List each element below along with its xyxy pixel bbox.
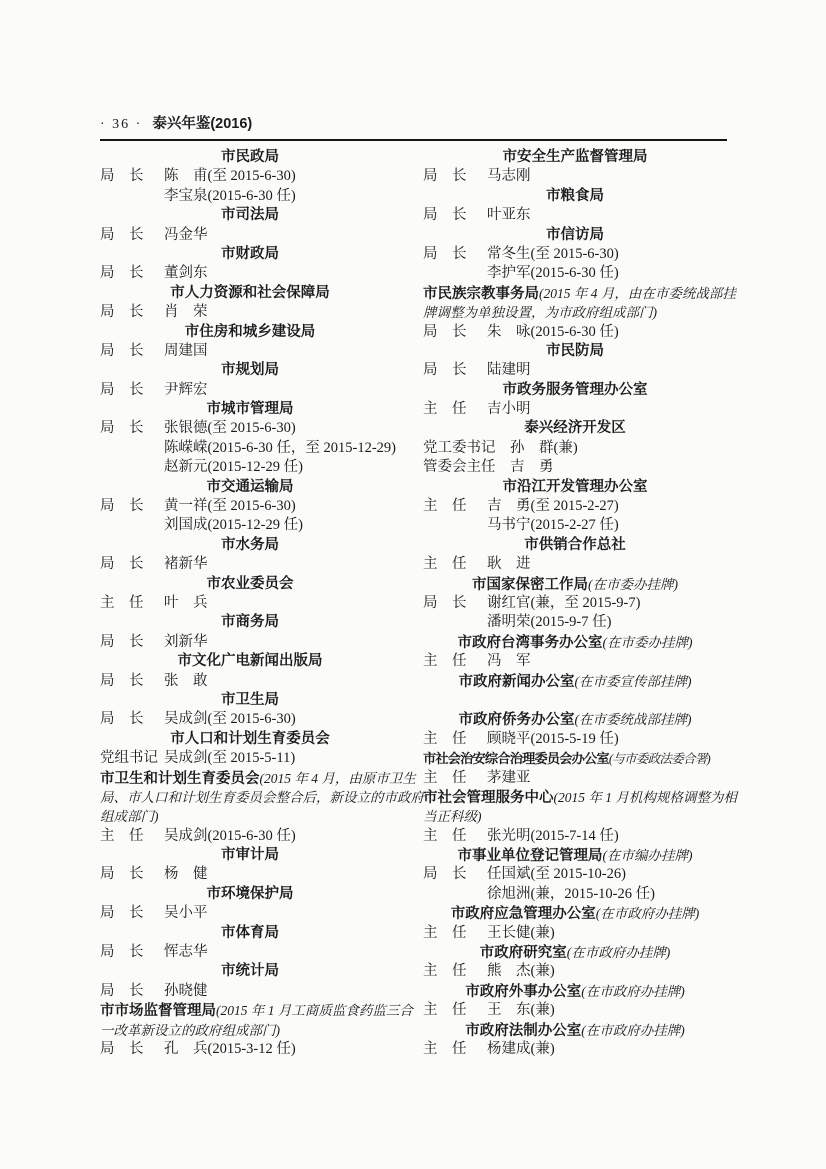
- org-annotation: 一改革新设立的政府组成部门): [100, 1022, 280, 1038]
- officer-name: 茅建亚: [487, 769, 531, 786]
- org-heading: [423, 904, 727, 923]
- officer-name: 陈 甫(至 2015-6-30): [164, 168, 296, 185]
- org-heading: [100, 652, 400, 671]
- org-heading-wide: [423, 788, 737, 807]
- org-name: 市政府台湾事务办公室: [457, 634, 603, 651]
- officer-title: 局 长: [423, 207, 467, 224]
- officer-title: 局 长: [423, 362, 467, 379]
- officer-name: 冯 军: [487, 653, 531, 670]
- officer-title: 主 任: [423, 963, 467, 980]
- org-annotation: (2015 年 1 月机构规格调整为相: [553, 789, 737, 805]
- officer-name: 杨建成(兼): [487, 1040, 555, 1057]
- org-heading: [423, 633, 727, 652]
- org-heading: [423, 419, 727, 438]
- org-annotation: (在市委办挂牌): [588, 576, 678, 592]
- officer-name: 尹辉宏: [164, 381, 208, 398]
- officer-title: 局 长: [100, 711, 144, 728]
- officer-name: 吴成剑(至 2015-6-30): [164, 711, 296, 728]
- officer-name: 褚新华: [164, 556, 208, 573]
- officer-title: 局 长: [100, 420, 144, 437]
- officer-title: 主 任: [423, 498, 467, 515]
- officer-title: 主 任: [100, 594, 144, 611]
- org-name: 市政府应急管理办公室: [450, 906, 596, 923]
- officer-title: 主 任: [423, 401, 467, 418]
- officer-entry: [100, 710, 400, 729]
- officer-title: 党工委书记: [423, 439, 510, 456]
- org-name: 市人口和计划生育委员会: [170, 730, 330, 747]
- officer-entry: [100, 1040, 400, 1059]
- org-name: 市安全生产监督管理局: [502, 149, 648, 165]
- org-annotation: (2015 年 1 月工商质监食药监三合: [216, 1003, 413, 1019]
- officer-name: 黄一祥(至 2015-6-30): [164, 498, 296, 515]
- officer-title: 主 任: [423, 769, 467, 786]
- officer-entry: [423, 962, 727, 981]
- org-heading: [100, 206, 400, 225]
- org-name: 市供销合作总社: [524, 536, 626, 553]
- org-heading: [100, 730, 400, 749]
- officer-title: 局 长: [100, 556, 144, 573]
- org-name: 市民防局: [546, 342, 604, 359]
- org-name: 市统计局: [221, 963, 279, 980]
- org-heading: [423, 187, 727, 206]
- org-annotation: (在市编办挂牌): [602, 848, 693, 864]
- officer-name: 叶亚东: [487, 207, 531, 224]
- org-heading: [100, 245, 400, 264]
- right-column: [423, 148, 737, 1059]
- officer-entry: [100, 594, 400, 613]
- org-heading: [100, 400, 400, 419]
- officer-name: 吴成剑(2015-6-30 任): [164, 827, 296, 844]
- officer-name: 吴成剑(至 2015-5-11): [164, 750, 296, 767]
- officer-entry: [100, 381, 400, 400]
- officer-name: 李护军(2015-6-30 任): [487, 265, 619, 282]
- org-annotation: (在市委统战部挂牌): [574, 712, 692, 728]
- org-name: 市卫生和计划生育委员会: [100, 770, 260, 787]
- org-name: 市政务服务管理办公室: [502, 381, 648, 398]
- officer-title: 局 长: [100, 265, 144, 282]
- org-heading-wide: [423, 284, 736, 303]
- officer-entry: [423, 924, 727, 943]
- officer-title: 主 任: [423, 556, 467, 573]
- page-header: [100, 112, 727, 133]
- officer-continuation: [100, 516, 400, 535]
- officer-title: 主 任: [423, 653, 467, 670]
- officer-title: 局 长: [423, 168, 467, 185]
- officer-name: 孔 兵(2015-3-12 任): [164, 1040, 296, 1057]
- officer-entry: [423, 206, 727, 225]
- officer-name: 刘国成(2015-12-29 任): [164, 517, 303, 534]
- org-heading: [423, 943, 727, 962]
- officer-entry: [100, 827, 400, 846]
- officer-title: 局 长: [423, 866, 467, 883]
- officer-entry: [423, 865, 727, 884]
- org-heading: [423, 226, 727, 245]
- org-annotation: 组成部门): [100, 809, 159, 825]
- officer-entry: [100, 943, 400, 962]
- org-name: 市政府新闻办公室: [458, 673, 575, 690]
- org-annotation: (在市政府办挂牌): [566, 945, 671, 961]
- org-heading: [423, 148, 727, 167]
- officer-title: 局 长: [100, 1040, 144, 1057]
- org-heading: [423, 342, 727, 361]
- officer-name: 吴小平: [164, 905, 208, 922]
- officer-title: 局 长: [100, 905, 144, 922]
- officer-continuation: [100, 458, 400, 477]
- org-name: 市住房和城乡建设局: [184, 323, 316, 340]
- officer-name: 刘新华: [164, 633, 208, 650]
- org-name: 市国家保密工作局: [472, 576, 588, 593]
- org-heading: [100, 846, 400, 865]
- officer-entry: [423, 167, 727, 186]
- officer-title: 主 任: [423, 1040, 467, 1057]
- officer-entry: [100, 749, 400, 768]
- officer-name: 李宝泉(2015-6-30 任): [164, 187, 296, 204]
- org-name: 市审计局: [221, 847, 279, 864]
- officer-name: 孙晓健: [164, 982, 208, 999]
- officer-name: 张 敢: [164, 672, 208, 689]
- officer-name: 吉小明: [487, 401, 531, 418]
- org-name: 市市场监督管理局: [100, 1003, 216, 1020]
- blank-line: [423, 691, 727, 710]
- org-name: 市卫生局: [221, 691, 279, 708]
- org-heading: [100, 536, 400, 555]
- officer-name: 周建国: [164, 342, 208, 359]
- officer-entry: [100, 865, 400, 884]
- officer-name: 顾晓平(2015-5-19 任): [487, 730, 619, 747]
- org-name: 市城市管理局: [206, 401, 294, 418]
- org-heading-wide: [100, 1001, 413, 1020]
- officer-title: 局 长: [100, 633, 144, 650]
- officer-entry: [100, 982, 400, 1001]
- org-name: 市人力资源和社会保障局: [170, 284, 330, 301]
- officer-entry: [100, 497, 400, 516]
- officer-entry: [423, 458, 727, 477]
- org-heading: [100, 962, 400, 981]
- org-name: 市政府外事办公室: [465, 983, 582, 1000]
- org-name: 市司法局: [221, 207, 279, 224]
- yearbook-title: 泰兴年鉴(2016): [152, 116, 253, 132]
- org-annotation: (2015 年 4 月，由原市卫生: [259, 770, 416, 786]
- officer-title: 党组书记: [100, 750, 158, 767]
- officer-continuation: [423, 885, 727, 904]
- org-annotation: 局、市人口和计划生育委员会整合后，新设立的市政府: [100, 789, 424, 805]
- org-name: 市沿江开发管理办公室: [502, 478, 648, 495]
- officer-entry: [423, 769, 727, 788]
- org-name: 市规划局: [221, 362, 279, 379]
- officer-title: 局 长: [100, 381, 144, 398]
- org-heading-wide: [423, 749, 727, 768]
- officer-name: 杨 健: [164, 866, 208, 883]
- officer-name: 孙 群(兼): [510, 439, 578, 456]
- officer-name: 张银德(至 2015-6-30): [164, 420, 296, 437]
- org-heading: [100, 575, 400, 594]
- org-heading: [100, 323, 400, 342]
- officer-continuation: [423, 264, 727, 283]
- org-heading: [423, 478, 727, 497]
- officer-entry: [423, 555, 727, 574]
- officer-entry: [423, 1040, 727, 1059]
- org-name: 市交通运输局: [206, 478, 294, 495]
- org-name: 市商务局: [221, 614, 279, 631]
- org-name: 市粮食局: [546, 187, 604, 204]
- org-name: 市文化广电新闻出版局: [177, 653, 323, 670]
- officer-entry: [100, 904, 400, 923]
- officer-title: 局 长: [100, 304, 144, 321]
- org-heading: [100, 478, 400, 497]
- officer-entry: [100, 555, 400, 574]
- officer-name: 陈嵘嵘(2015-6-30 任，至 2015-12-29): [164, 439, 396, 456]
- officer-name: 徐旭洲(兼，2015-10-26 任): [487, 885, 655, 902]
- officer-continuation: [423, 613, 727, 632]
- officer-entry: [423, 497, 727, 516]
- officer-entry: [100, 303, 400, 322]
- officer-entry: [423, 730, 727, 749]
- officer-entry: [100, 226, 400, 245]
- officer-title: 局 长: [100, 168, 144, 185]
- officer-name: 陆建明: [487, 362, 531, 379]
- officer-name: 谢红官(兼，至 2015-9-7): [487, 594, 641, 611]
- org-heading: [100, 361, 400, 380]
- org-name: 市社会治安综合治理委员会办公室: [423, 751, 609, 767]
- officer-continuation: [100, 439, 400, 458]
- officer-name: 张光明(2015-7-14 任): [487, 827, 619, 844]
- org-name: 市民族宗教事务局: [423, 285, 539, 302]
- officer-entry: [100, 633, 400, 652]
- org-heading: [100, 924, 400, 943]
- officer-name: 肖 荣: [164, 304, 208, 321]
- org-heading-wide-continuation: [423, 303, 727, 322]
- org-heading: [423, 381, 727, 400]
- officer-title: 局 长: [100, 226, 144, 243]
- org-name: 市水务局: [221, 536, 279, 553]
- officer-title: 局 长: [100, 342, 144, 359]
- org-annotation: (在市政府办挂牌): [581, 983, 685, 999]
- officer-title: 局 长: [423, 245, 467, 262]
- org-name: 市环境保护局: [206, 885, 294, 902]
- officer-title: 局 长: [423, 323, 467, 340]
- org-heading: [423, 1021, 727, 1040]
- officer-title: 主 任: [100, 827, 144, 844]
- officer-name: 马志刚: [487, 168, 531, 185]
- officer-entry: [423, 652, 727, 671]
- officer-name: 王长健(兼): [487, 924, 555, 941]
- officer-name: 熊 杰(兼): [487, 963, 555, 980]
- officer-title: 主 任: [423, 730, 467, 747]
- officer-entry: [423, 1001, 727, 1020]
- org-heading: [100, 148, 400, 167]
- org-heading-wide-continuation: [423, 807, 727, 826]
- officer-continuation: [100, 187, 400, 206]
- org-annotation: (在市委宣传部挂牌): [574, 673, 692, 689]
- org-name: 市政府侨务办公室: [458, 712, 575, 729]
- officer-entry: [423, 827, 727, 846]
- officer-name: 吉 勇(至 2015-2-27): [487, 498, 619, 515]
- left-column: [100, 148, 424, 1059]
- officer-name: 朱 咏(2015-6-30 任): [487, 323, 619, 340]
- officer-title: 局 长: [100, 944, 144, 961]
- officer-title: 主 任: [423, 924, 467, 941]
- officer-name: 叶 兵: [164, 594, 208, 611]
- org-heading: [423, 982, 727, 1001]
- officer-title: 局 长: [100, 866, 144, 883]
- org-heading: [423, 710, 727, 729]
- officer-name: 恽志华: [164, 944, 208, 961]
- org-heading: [100, 691, 400, 710]
- officer-name: 王 东(兼): [487, 1002, 555, 1019]
- org-name: 市社会管理服务中心: [423, 789, 554, 806]
- org-heading: [423, 575, 727, 594]
- org-annotation: (在市委办挂牌): [602, 634, 693, 650]
- org-name: 市信访局: [546, 226, 604, 243]
- org-name: 市政府研究室: [479, 945, 567, 962]
- officer-name: 潘明荣(2015-9-7 任): [487, 614, 612, 631]
- org-name: 市事业单位登记管理局: [457, 848, 603, 865]
- officer-entry: [423, 245, 727, 264]
- org-heading-wide-continuation: [100, 807, 400, 826]
- org-heading: [423, 672, 727, 691]
- officer-name: 吉 勇: [510, 459, 554, 476]
- officer-entry: [423, 323, 727, 342]
- header-rule: [100, 139, 727, 141]
- org-name: 市财政局: [221, 245, 279, 262]
- org-heading-wide-continuation: [100, 788, 424, 807]
- org-heading: [100, 885, 400, 904]
- officer-name: 董剑东: [164, 265, 208, 282]
- officer-title: 主 任: [423, 827, 467, 844]
- org-annotation: (在市政府办挂牌): [595, 906, 700, 922]
- org-name: 泰兴经济开发区: [524, 420, 626, 437]
- officer-entry: [423, 439, 727, 458]
- officer-name: 常冬生(至 2015-6-30): [487, 245, 619, 262]
- officer-continuation: [423, 516, 727, 535]
- officer-entry: [423, 361, 727, 380]
- org-annotation: (与市委政法委合署): [608, 752, 710, 767]
- officer-entry: [100, 342, 400, 361]
- org-annotation: 牌调整为单独设置，为市政府组成部门): [423, 305, 657, 321]
- org-annotation: (在市政府办挂牌): [581, 1022, 685, 1038]
- officer-entry: [100, 264, 400, 283]
- org-name: 市政府法制办公室: [465, 1022, 582, 1039]
- officer-title: 局 长: [100, 498, 144, 515]
- officer-entry: [100, 672, 400, 691]
- org-heading-wide: [100, 769, 416, 788]
- officer-name: 冯金华: [164, 226, 208, 243]
- officer-entry: [100, 419, 400, 438]
- officer-entry: [100, 167, 400, 186]
- officer-title: 局 长: [100, 672, 144, 689]
- officer-entry: [423, 400, 727, 419]
- officer-name: 任国斌(至 2015-10-26): [487, 866, 626, 883]
- org-name: 市体育局: [221, 924, 279, 941]
- org-heading-wide-continuation: [100, 1021, 400, 1040]
- officer-title: 主 任: [423, 1002, 467, 1019]
- officer-entry: [423, 594, 727, 613]
- officer-name: 耿 进: [487, 556, 531, 573]
- org-annotation: 当正科级): [423, 809, 482, 825]
- officer-name: 马书宁(2015-2-27 任): [487, 517, 619, 534]
- org-heading: [423, 846, 727, 865]
- page-number: · 36 ·: [100, 117, 143, 132]
- org-heading: [100, 284, 400, 303]
- officer-name: 赵新元(2015-12-29 任): [164, 459, 303, 476]
- org-heading: [423, 536, 727, 555]
- org-name: 市民政局: [221, 149, 279, 165]
- officer-title: 管委会主任: [423, 459, 510, 476]
- officer-title: 局 长: [423, 594, 467, 611]
- org-name: 市农业委员会: [206, 575, 294, 592]
- org-annotation: (2015 年 4 月，由在市委统战部挂: [539, 285, 736, 301]
- org-heading: [100, 613, 400, 632]
- officer-title: 局 长: [100, 982, 144, 999]
